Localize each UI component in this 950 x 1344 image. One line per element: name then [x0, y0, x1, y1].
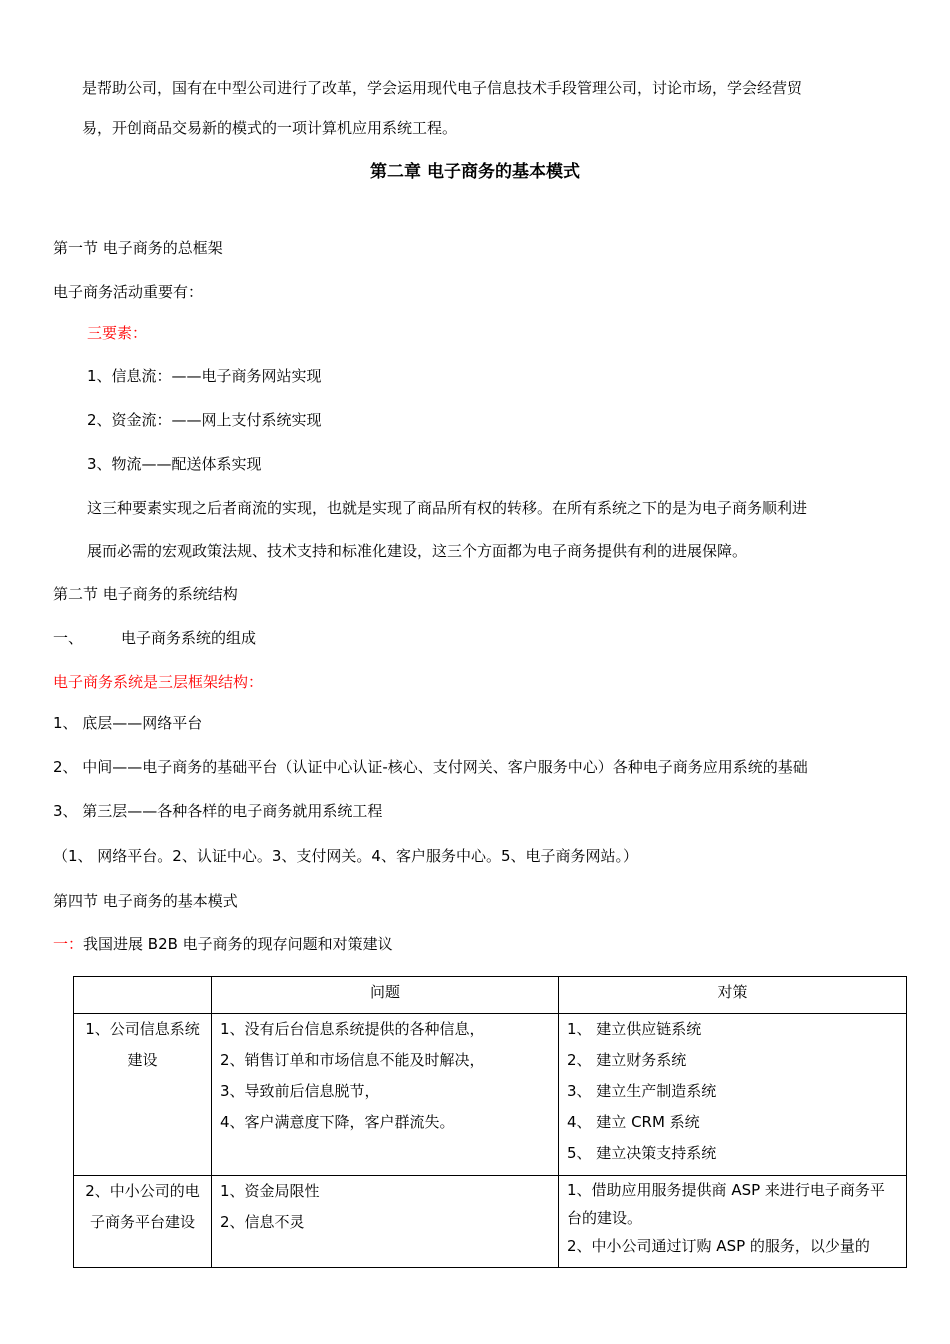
problems-cell	[212, 1176, 559, 1268]
row-label: 1、公司信息系统建设	[74, 1014, 212, 1176]
measure-item: 5、 建立决策支持系统	[567, 1144, 717, 1162]
layer-item: 2、 中间——电子商务的基础平台（认证中心认证-核心、支付网关、客户服务中心）各种电子商务应用系统的基础	[53, 758, 808, 776]
paragraph-line-1: 这三种要素实现之后者商流的实现，也就是实现了商品所有权的转移。在所有系统之下的是为电子商务顺利进	[87, 499, 808, 517]
section4-subheading	[53, 934, 393, 954]
chapter-title: 第二章 电子商务的基本模式	[370, 162, 580, 182]
measure-item: 4、 建立 CRM 系统	[567, 1113, 700, 1131]
activities-label: 电子商务活动重要有：	[53, 283, 204, 301]
b2b-issues-table	[73, 976, 907, 1268]
header-cell-problems: 问题	[212, 977, 559, 1014]
measures-cell	[559, 1176, 907, 1268]
problem-item: 2、销售订单和市场信息不能及时解决，	[220, 1051, 485, 1069]
row-label: 2、中小公司的电子商务平台建设	[74, 1176, 212, 1268]
header-cell-measures: 对策	[559, 977, 907, 1014]
intro-line-2: 易，开创商品交易新的模式的一项计算机应用系统工程。	[82, 119, 458, 137]
intro-line-1: 是帮助公司，国有在中型公司进行了改革，学会运用现代电子信息技术手段管理公司，讨论市场，学会经营贸	[82, 79, 803, 97]
measure-item: 2、 建立财务系统	[567, 1051, 687, 1069]
measure-item: 1、 建立供应链系统	[567, 1020, 702, 1038]
problem-item: 4、客户满意度下降，客户群流失。	[220, 1113, 455, 1131]
layer-summary: （1、 网络平台。2、认证中心。3、支付网关。4、客户服务中心。5、电子商务网站。）	[53, 847, 638, 865]
problems-cell	[212, 1014, 559, 1176]
three-layer-label: 电子商务系统是三层框架结构：	[53, 673, 264, 691]
section2-heading: 第二节 电子商务的系统结构	[53, 585, 238, 603]
subheading-marker: 一：	[53, 935, 84, 953]
problem-item: 2、信息不灵	[220, 1213, 305, 1231]
table-row	[74, 1014, 907, 1176]
section4-heading: 第四节 电子商务的基本模式	[53, 892, 238, 910]
measure-item: 1、借助应用服务提供商 ASP 来进行电子商务平台的建设。	[567, 1181, 885, 1227]
table-header-row	[74, 977, 907, 1014]
three-elements-label: 三要素：	[87, 324, 148, 342]
measure-item: 2、中小公司通过订购 ASP 的服务，以少量的	[567, 1237, 870, 1255]
subsection-title: 电子商务系统的组成	[121, 629, 257, 647]
section1-heading: 第一节 电子商务的总框架	[53, 239, 223, 257]
subheading-text: 我国进展 B2B 电子商务的现存问题和对策建议	[83, 935, 393, 953]
element-item: 3、物流——配送体系实现	[87, 455, 262, 473]
layer-item: 3、 第三层——各种各样的电子商务就用系统工程	[53, 802, 383, 820]
problem-item: 1、资金局限性	[220, 1182, 320, 1200]
element-item: 2、资金流：——网上支付系统实现	[87, 411, 322, 429]
measures-cell	[559, 1014, 907, 1176]
measure-item: 3、 建立生产制造系统	[567, 1082, 717, 1100]
problem-item: 3、导致前后信息脱节，	[220, 1082, 380, 1100]
paragraph-line-2: 展而必需的宏观政策法规、技术支持和标准化建设，这三个方面都为电子商务提供有利的进展保障。	[87, 542, 748, 560]
layer-item: 1、 底层——网络平台	[53, 714, 203, 732]
problem-item: 1、没有后台信息系统提供的各种信息，	[220, 1020, 485, 1038]
subsection-number: 一、	[53, 629, 84, 647]
element-item: 1、信息流：——电子商务网站实现	[87, 367, 322, 385]
header-cell-blank	[74, 977, 212, 1014]
table-row	[74, 1176, 907, 1268]
